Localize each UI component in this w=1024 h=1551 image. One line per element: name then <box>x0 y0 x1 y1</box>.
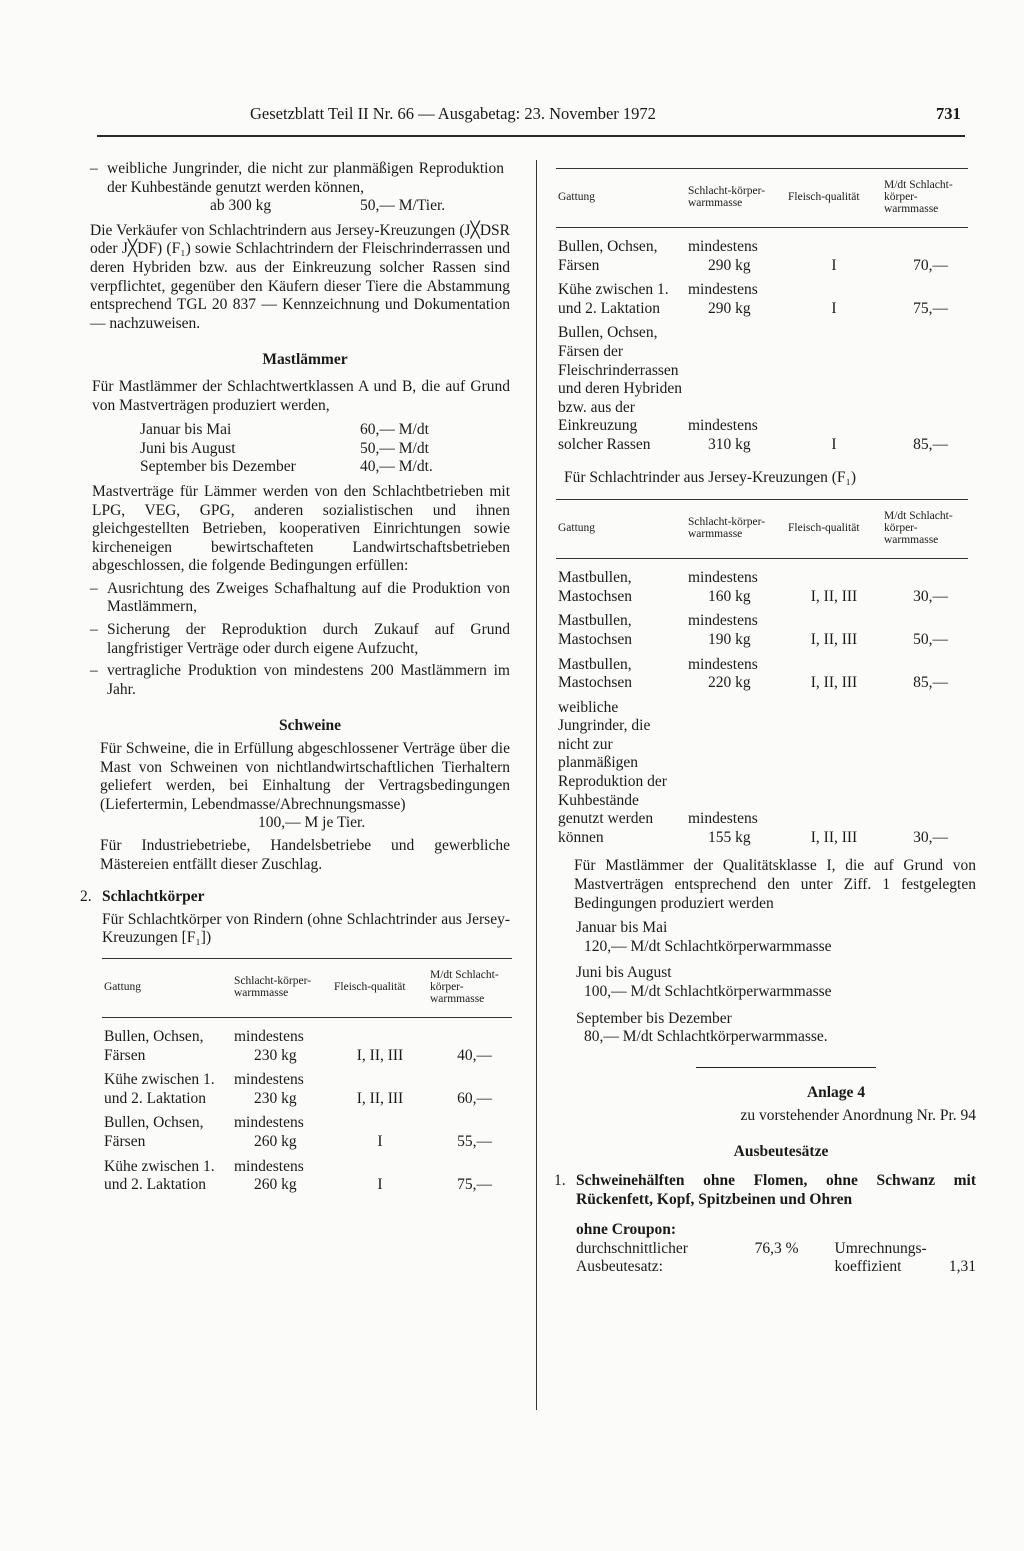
cell-gattung: Kühe zwischen 1. und 2. Laktation <box>104 1157 215 1194</box>
cell-quality: I, II, III <box>810 828 858 846</box>
cell-price: 55,— <box>457 1132 492 1150</box>
column-divider <box>536 160 537 1410</box>
cell-weight <box>686 279 786 322</box>
price-value: 60,— M/dt <box>360 421 429 439</box>
cell-weight <box>686 559 786 611</box>
table-row <box>102 1069 512 1112</box>
q-price: 100,— M/dt Schlachtkörperwarmmasse <box>584 983 832 1000</box>
schweine-price: 100,— M je Tier. <box>258 814 366 832</box>
q-price: 80,— M/dt Schlachtkörperwarmmasse. <box>584 1028 828 1046</box>
jungrinder-weight: ab 300 kg <box>210 197 272 215</box>
q-period: September bis Dezember <box>576 1009 732 1027</box>
price-line <box>140 458 510 477</box>
cell-quality: I, II, III <box>810 630 858 648</box>
price-value: 50,— M/dt <box>360 439 429 457</box>
col-header: M/dt Schlacht-körper-warmmasse <box>428 958 512 1017</box>
table-row <box>556 610 968 653</box>
price-value: 40,— M/dt. <box>360 458 433 476</box>
table-row <box>102 1156 512 1199</box>
cell-quality: I, II, III <box>356 1089 404 1107</box>
cell-gattung: Kühe zwischen 1. und 2. Laktation <box>558 281 669 317</box>
jersey-paragraph: Die Verkäufer von Schlachtrindern aus Jersey-Kreuzungen (J╳DSR oder J╳DF) (F₁) sowie Schlachtrindern der Fleischrinderrassen und deren Hybriden bzw. aus der Einkreuzung solcher Rassen sind verpflichtet, gegenüber den Käufern dieser Tiere die Abstammung entsprechend TGL 20 837 — Kennzeichnung und Dokumentation — nachzuweisen. <box>90 221 510 332</box>
cell-gattung: Kühe zwischen 1. und 2. Laktation <box>104 1071 215 1107</box>
jungrinder-item: – weibliche Jungrinder, die nicht zur planmäßigen Reproduktion der Kuhbestände genutzt werden können, <box>80 160 510 197</box>
cell-weight <box>686 610 786 653</box>
cell-mind: mindestens <box>234 1071 304 1089</box>
cell-mind: mindestens <box>688 417 758 435</box>
cell-gattung: Bullen, Ochsen, Färsen <box>104 1027 204 1064</box>
schweine-paragraph: Für Schweine, die in Erfüllung abgeschlossener Verträge über die Mast von Schweinen von nichtlandwirtschaftlichen Tierhaltern geliefert werden, bei Einhaltung der Vertragsbedingungen (Liefertermin, Lebendmasse/Abrechnungsmasse) <box>100 740 510 813</box>
q-period: Juni bis August <box>576 964 672 982</box>
col-header: Schlacht-körper-warmmasse <box>686 169 786 228</box>
cell-price: 40,— <box>457 1046 492 1064</box>
cell-kg: 160 kg <box>708 587 751 605</box>
jersey-table <box>556 499 968 851</box>
cell-gattung: Mastbullen, Mastochsen <box>558 655 633 692</box>
header-title: Gesetzblatt Teil II Nr. 66 — Ausgabetag: 23. November 1972 <box>250 104 656 123</box>
jungrinder-price-line <box>80 197 510 216</box>
cell-mind: mindestens <box>688 281 758 299</box>
table-row <box>556 697 968 852</box>
table-header-row <box>556 169 968 228</box>
cell-quality: I <box>831 299 837 317</box>
mastlaemmer-heading: Mastlämmer <box>262 351 348 369</box>
cell-mind: mindestens <box>688 810 758 828</box>
cell-kg: 155 kg <box>708 828 751 846</box>
ausbeute-row <box>576 1240 976 1277</box>
table-row <box>102 1017 512 1069</box>
col-header: M/dt Schlacht-körper-warmmasse <box>882 169 968 228</box>
jungrinder-price: 50,— M/Tier. <box>360 197 446 215</box>
cell-quality: I <box>831 256 837 274</box>
cell-gattung: Mastbullen, Mastochsen <box>558 612 633 648</box>
cell-mind: mindestens <box>234 1157 304 1175</box>
section-number: 2. <box>80 888 92 906</box>
cell-mind: mindestens <box>688 612 758 630</box>
table-row <box>102 1112 512 1155</box>
cell-gattung: Bullen, Ochsen, Färsen der Fleischrinderrassen und deren Hybriden bzw. aus der Einkreuzung solcher Rassen <box>558 324 682 453</box>
cell-kg: 290 kg <box>708 299 751 317</box>
cell-kg: 260 kg <box>254 1132 297 1150</box>
durchschnitt-label: durchschnittlicher Ausbeutesatz: <box>576 1239 688 1276</box>
rinder-table-continued <box>556 168 968 459</box>
cell-weight <box>232 1112 332 1155</box>
cell-price: 30,— <box>913 828 948 846</box>
cell-weight <box>232 1156 332 1199</box>
cell-price: 50,— <box>913 630 948 648</box>
cell-gattung: Bullen, Ochsen, Färsen <box>558 238 658 274</box>
cell-quality: I <box>377 1176 383 1194</box>
col-header: Fleisch-qualität <box>332 958 428 1017</box>
cell-mind: mindestens <box>688 569 758 587</box>
page-number: 731 <box>936 104 961 123</box>
page-header <box>250 104 970 124</box>
cell-gattung: weibliche Jungrinder, die nicht zur planmäßigen Reproduktion der Kuhbestände genutzt werden können <box>558 698 667 846</box>
price-period: Januar bis Mai <box>140 421 232 439</box>
q-price-list <box>556 919 976 1047</box>
header-rule <box>97 135 965 137</box>
cell-weight <box>686 654 786 697</box>
item-1 <box>554 1172 976 1277</box>
schweine-heading: Schweine <box>279 717 341 735</box>
cell-mind: mindestens <box>688 655 758 673</box>
col-header: Schlacht-körper-warmmasse <box>232 958 332 1017</box>
anlage-title: Anlage 4 <box>806 1084 866 1102</box>
condition-item: – Ausrichtung des Zweiges Schafhaltung auf die Produktion von Mastlämmern, <box>80 580 510 617</box>
price-period: Juni bis August <box>140 439 236 457</box>
cell-price: 70,— <box>913 256 948 274</box>
price-period: September bis Dezember <box>140 458 296 476</box>
cell-price: 85,— <box>913 674 948 692</box>
cell-weight <box>232 1069 332 1112</box>
cell-mind: mindestens <box>234 1027 304 1045</box>
umrechnung-value: 1,31 <box>948 1258 976 1276</box>
jersey-caption: Für Schlachtrinder aus Jersey-Kreuzungen (F₁) <box>564 468 857 486</box>
table-row <box>556 654 968 697</box>
cell-quality: I <box>831 435 837 453</box>
cell-kg: 220 kg <box>708 674 751 692</box>
umrechnung-label: Umrechnungs-koeffizient <box>834 1239 927 1276</box>
col-header: Fleisch-qualität <box>786 169 882 228</box>
cell-weight <box>232 1017 332 1069</box>
cell-quality: I, II, III <box>356 1046 404 1064</box>
table-row <box>556 559 968 611</box>
cell-kg: 260 kg <box>254 1176 297 1194</box>
cell-price: 75,— <box>457 1176 492 1194</box>
q-price: 120,— M/dt Schlachtkörperwarmmasse <box>584 937 832 955</box>
industrie-paragraph: Für Industriebetriebe, Handelsbetriebe und gewerbliche Mästereien entfällt dieser Zuschlag. <box>100 837 510 873</box>
cell-kg: 290 kg <box>708 256 751 274</box>
left-column <box>80 160 510 1199</box>
cell-price: 30,— <box>913 587 948 605</box>
ausbeute-heading: Ausbeutesätze <box>733 1143 829 1161</box>
cell-quality: I, II, III <box>810 674 858 692</box>
q-period: Januar bis Mai <box>576 919 668 937</box>
price-line <box>140 421 510 440</box>
cell-price: 75,— <box>913 299 948 317</box>
cell-mind: mindestens <box>234 1114 304 1132</box>
col-header: Fleisch-qualität <box>786 500 882 559</box>
condition-item: – vertragliche Produktion von mindestens 200 Mastlämmern im Jahr. <box>80 662 510 699</box>
mastvertraege-paragraph: Mastverträge für Lämmer werden von den Schlachtbetrieben mit LPG, VEG, GPG, anderen sozialistischen und ihnen gleichgestellten Betrieben, kooperativen Einrichtungen sowie kircheneigen bewirtschafteten Landwirtschaftsbetrieben abgeschlossen, die folgende Bedingungen erfüllen: <box>92 482 510 575</box>
cell-kg: 310 kg <box>708 435 751 453</box>
durchschnitt-value: 76,3 % <box>754 1240 799 1258</box>
col-header: M/dt Schlacht-körper-warmmasse <box>882 500 968 559</box>
col-header: Gattung <box>102 958 232 1017</box>
separator-rule <box>696 1067 876 1069</box>
cell-kg: 230 kg <box>254 1046 297 1064</box>
schlachtkoerper-table <box>102 958 512 1199</box>
col-header: Gattung <box>556 169 686 228</box>
anlage-subtitle: zu vorstehender Anordnung Nr. Pr. 94 <box>740 1106 976 1124</box>
cell-mind: mindestens <box>688 238 758 255</box>
mastlaemmer-intro: Für Mastlämmer der Schlachtwertklassen A und B, die auf Grund von Mastverträgen produziert werden, <box>92 377 510 414</box>
cell-gattung: Mastbullen, Mastochsen <box>558 569 633 605</box>
table-header-row <box>102 958 512 1017</box>
cell-weight <box>686 228 786 280</box>
cell-kg: 190 kg <box>708 630 751 648</box>
item-number: 1. <box>554 1172 566 1190</box>
table-row <box>556 279 968 322</box>
mastlaemmer-q-paragraph: Für Mastlämmer der Qualitätsklasse I, die auf Grund von Mastverträgen entsprechend den unter Ziff. 1 festgelegten Bedingungen produziert werden <box>574 857 976 912</box>
mastlaemmer-price-list <box>80 421 510 477</box>
cell-weight <box>686 322 786 458</box>
cell-price: 60,— <box>457 1089 492 1107</box>
cell-weight <box>686 697 786 852</box>
table-row <box>556 322 968 458</box>
ohne-croupon: ohne Croupon: <box>576 1221 677 1239</box>
condition-item: – Sicherung der Reproduktion durch Zukauf auf Grund langfristiger Verträge oder durch eigene Aufzucht, <box>80 621 510 658</box>
cell-gattung: Bullen, Ochsen, Färsen <box>104 1114 204 1150</box>
right-column <box>556 160 976 1277</box>
cell-price: 85,— <box>913 435 948 453</box>
col-header: Schlacht-körper-warmmasse <box>686 500 786 559</box>
table-header-row <box>556 500 968 559</box>
cell-quality: I <box>377 1132 383 1150</box>
section-intro: Für Schlachtkörper von Rindern (ohne Schlachtrinder aus Jersey-Kreuzungen [F₁]) <box>102 910 510 947</box>
section-heading: Schlachtkörper <box>102 888 205 906</box>
item-heading: Schweinehälften ohne Flomen, ohne Schwanz mit Rückenfett, Kopf, Spitzbeinen und Ohren <box>576 1172 976 1208</box>
cell-kg: 230 kg <box>254 1089 297 1107</box>
price-line <box>140 440 510 459</box>
col-header: Gattung <box>556 500 686 559</box>
table-row <box>556 228 968 280</box>
section-2 <box>80 888 510 948</box>
cell-quality: I, II, III <box>810 587 858 605</box>
